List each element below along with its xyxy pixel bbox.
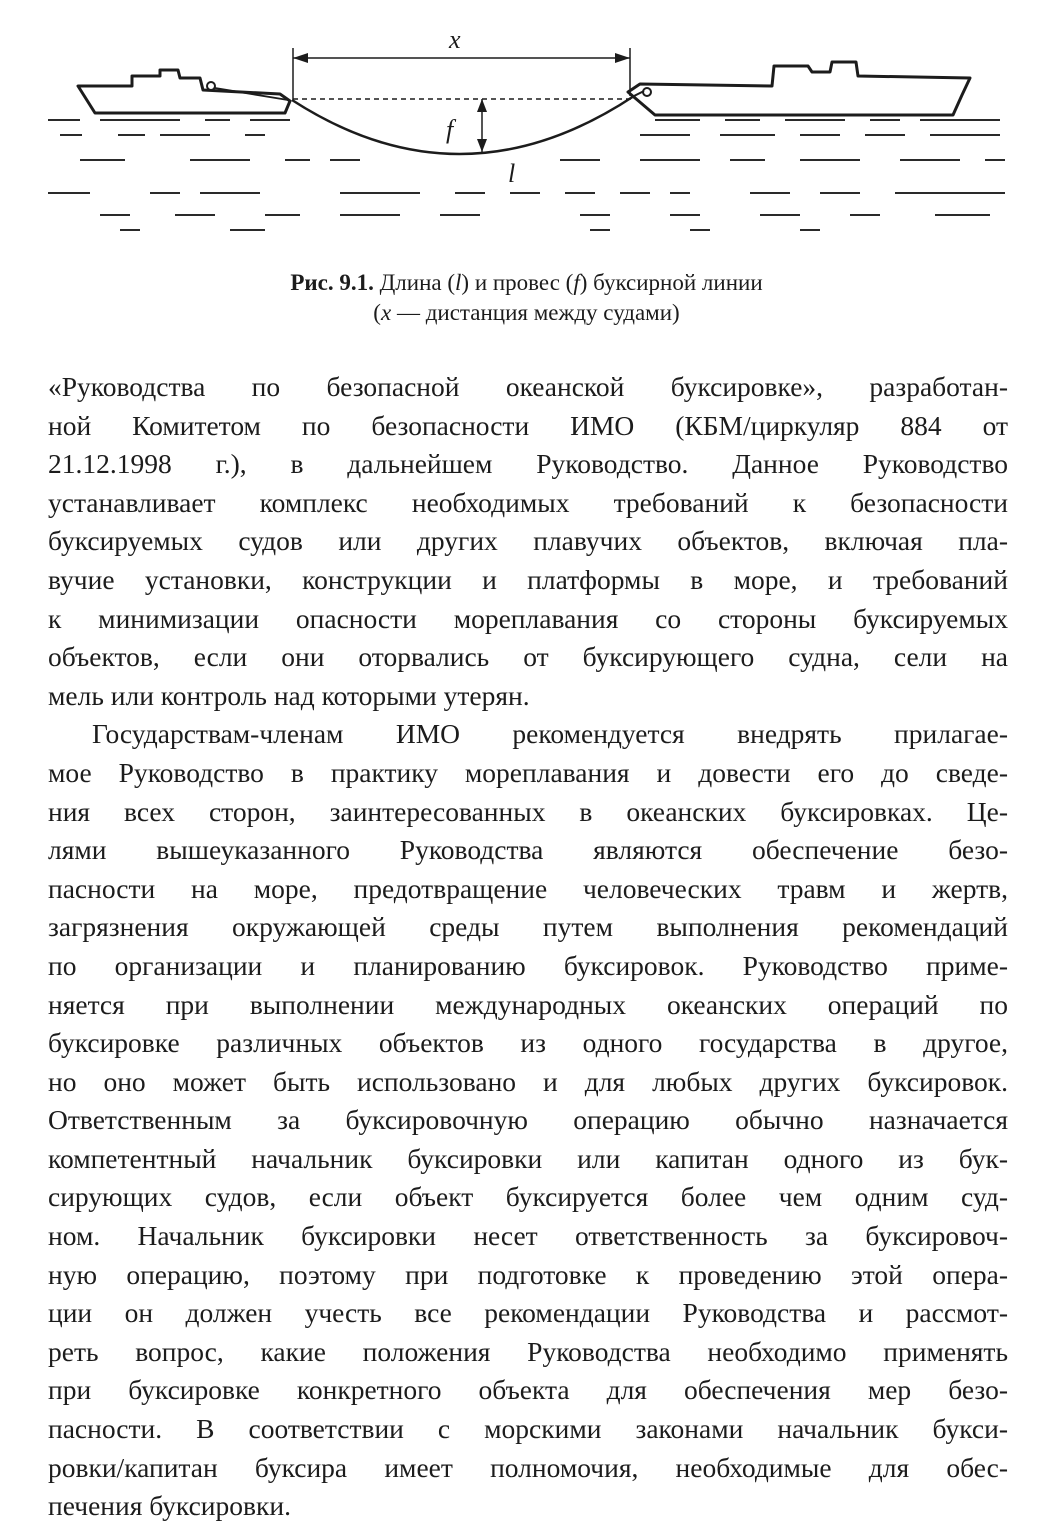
left-winch-point <box>207 82 215 90</box>
dim-f-arrow-top <box>477 99 487 112</box>
caption-number: Рис. 9.1. <box>290 270 374 295</box>
dim-x-arrow-left <box>293 53 308 63</box>
paragraph-2: Государствам-членам ИМО рекомендуется внедрять прилагае- мое Руководство в практику мореплавания и довести его до сведе- ния всех сторон, заинтересованных в океанских буксировках. Це- лями вышеуказанного Руководства являются обеспечение безо- пасности на море, предотвращение человеческих травм и жертв, загрязнения окружающей среды путем выполнения рекомендаций по организации и планированию буксировок. Руководство приме- няется при выполнении международных океанских операций по буксировке различных объектов из одного государства в другое, но оно может быть использовано и для любых других буксировок. Ответственным за буксировочную операцию обычно назначается компетентный начальник буксировки или капитан одного из бук- сирующих судов, если объект буксируется более чем одним суд- ном. Начальник буксировки несет ответственность за буксировоч- ную операцию, поэтому при подготовке к проведению этой опера- ции он должен учесть все рекомендации Руководства и рассмот- реть вопрос, какие положения Руководства необходимо применять при буксировке конкретного объекта для обеспечения мер безо- пасности. В соответствии с морскими законами начальник букси- ровки/капитан буксира имеет полномочия, необходимые для обес- печения буксировки. <box>48 718 1008 1522</box>
paragraph-1: «Руководства по безопасной океанской буксировке», разработан- ной Комитетом по безопасности ИМО (КБМ/циркуляр 884 от 21.12.1998 г.), в дальнейшем Руководство. Данное Руководство устанавливает комплекс необходимых требований к безопасности буксируемых судов или других плавучих объектов, включая пла- вучие установки, конструкции и платформы в море, и требований к минимизации опасности мореплавания со стороны буксируемых объектов, если они оторвались от буксирующего судна, сели на мель или контроль над которыми утерян. <box>48 371 1008 711</box>
caption-line-2: (x — дистанция между судами) <box>373 300 680 325</box>
left-tug-ship <box>78 70 290 113</box>
water-waves <box>48 120 1005 230</box>
body-text <box>48 368 1008 1526</box>
towing-line-figure <box>0 0 1053 250</box>
caption-line-1: Рис. 9.1. Длина (l) и провес (f) буксирной линии <box>290 270 763 295</box>
label-f: f <box>446 115 454 144</box>
dim-f-arrow-bottom <box>477 139 487 152</box>
figure-caption <box>0 268 1053 328</box>
label-x: x <box>449 25 461 54</box>
towing-line-catenary <box>292 96 634 154</box>
dim-x-arrow-right <box>615 53 630 63</box>
label-l: l <box>508 159 516 188</box>
towing-diagram <box>0 0 1053 250</box>
right-towed-ship <box>628 62 970 115</box>
